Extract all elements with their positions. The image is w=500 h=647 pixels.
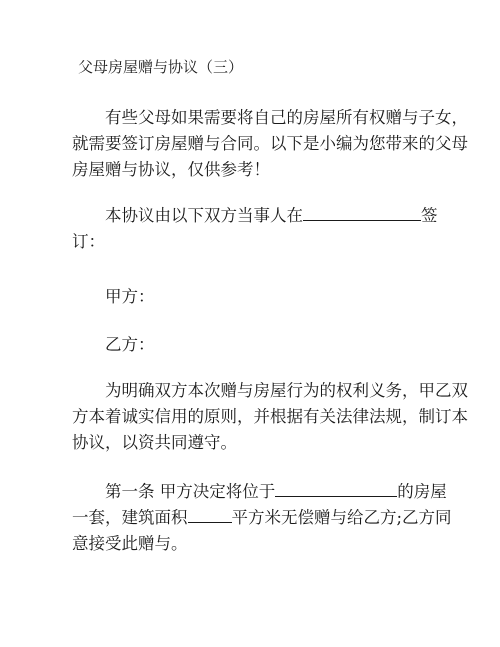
article-1-paragraph: [72, 479, 452, 557]
article-1-text-after: 的房屋: [397, 482, 447, 501]
purpose-line-3: 协议，以资共同遵守。: [72, 433, 237, 452]
article-1-line-1: [72, 479, 447, 505]
article-1-area-before: 一套，建筑面积: [72, 508, 188, 527]
intro-paragraph: [72, 105, 468, 183]
agreement-text-before: 本协议由以下双方当事人在: [105, 206, 303, 225]
article-1-location-blank: [275, 479, 397, 497]
party-b-paragraph: [72, 332, 422, 358]
article-1-area-blank: [188, 505, 232, 523]
document-title: 父母房屋赠与协议（三）: [78, 58, 244, 76]
agreement-line-1: [72, 203, 438, 229]
intro-line-1: 有些父母如果需要将自己的房屋所有权赠与子女，: [105, 108, 468, 127]
intro-line-3: 房屋赠与协议，仅供参考！: [72, 160, 270, 179]
party-a-label: 甲方：: [105, 287, 155, 306]
article-1-line-2: [72, 505, 452, 531]
party-a-paragraph: [72, 284, 422, 310]
purpose-paragraph: [72, 378, 468, 456]
agreement-text-after: 签: [421, 206, 438, 225]
article-1-line-3: 意接受此赠与。: [72, 534, 188, 553]
purpose-line-2: 方本着诚实信用的原则，并根据有关法律法规，制订本: [72, 407, 468, 426]
intro-line-2: 就需要签订房屋赠与合同。以下是小编为您带来的父母: [72, 134, 468, 153]
article-1-area-after: 平方米无偿赠与给乙方;乙方同: [231, 508, 452, 527]
purpose-line-1: 为明确双方本次赠与房屋行为的权利义务，甲乙双: [105, 381, 468, 400]
article-1-text-before: 第一条 甲方决定将位于: [105, 482, 276, 501]
party-b-label: 乙方：: [105, 335, 155, 354]
agreement-line-2: 订：: [72, 232, 105, 251]
agreement-paragraph: [72, 203, 438, 255]
agreement-place-blank: [303, 203, 421, 221]
